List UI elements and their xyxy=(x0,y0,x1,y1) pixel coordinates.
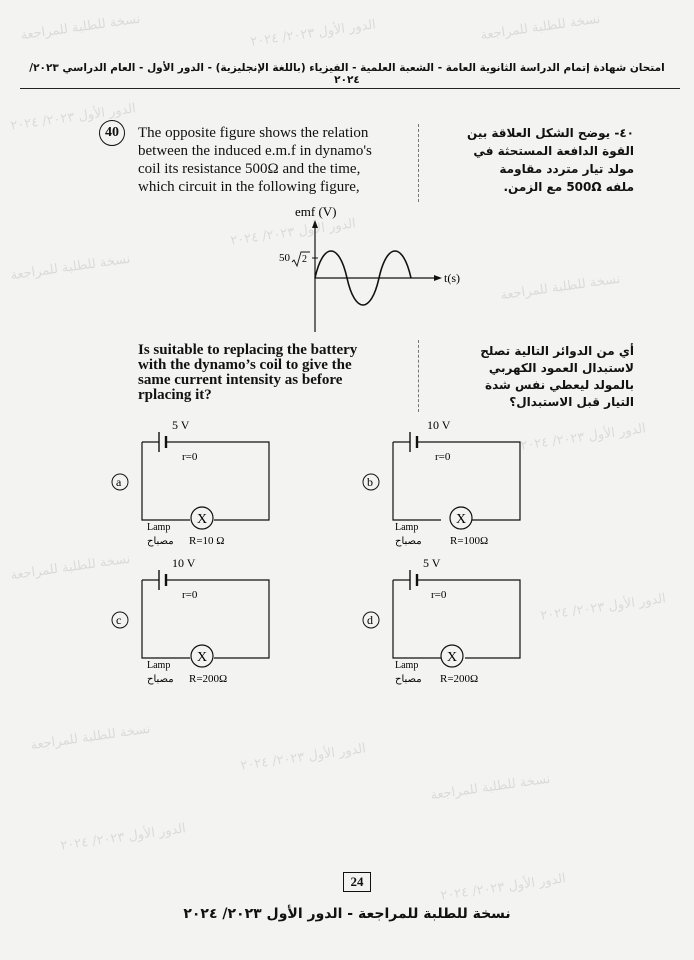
resistance-label: R=200Ω xyxy=(440,673,479,685)
question-line: القوة الدافعة المستحثة في xyxy=(473,144,634,158)
question-text-en-continued xyxy=(138,343,406,403)
watermark: نسخة للطلبة للمراجعة xyxy=(479,11,602,44)
option-letter: d xyxy=(367,613,373,627)
lamp-label-en: Lamp xyxy=(395,522,419,533)
circuit-option-c[interactable] xyxy=(104,553,279,688)
option-letter: c xyxy=(116,613,122,627)
watermark: الدور الأول ٢٠٢٣/ ٢٠٢٤ xyxy=(9,101,137,134)
watermark: الدور الأول ٢٠٢٣/ ٢٠٢٤ xyxy=(539,591,667,624)
question-line: between the induced e.m.f in dynamo's xyxy=(138,143,372,159)
page-number: 24 xyxy=(343,872,371,892)
question-line: with the dynamo’s coil to give the xyxy=(138,357,352,373)
circuit-option-a[interactable] xyxy=(104,415,279,550)
option-letter: a xyxy=(116,475,122,489)
resistance-label: R=10 Ω xyxy=(189,535,225,547)
emf-time-graph xyxy=(270,200,470,335)
question-line: ٤٠- يوضح الشكل العلاقة بين xyxy=(467,126,634,140)
question-line: ملفه 500Ω مع الزمن. xyxy=(503,180,634,194)
question-line: أي من الدوائر التالية تصلح xyxy=(480,344,634,358)
battery-voltage: 5 V xyxy=(423,556,441,570)
x-axis-label: t(s) xyxy=(444,271,460,285)
y-axis-label: emf (V) xyxy=(295,204,337,219)
watermark: الدور الأول ٢٠٢٣/ ٢٠٢٤ xyxy=(229,216,357,249)
resistance-label: R=100Ω xyxy=(450,535,489,547)
question-line: same current intensity as before xyxy=(138,372,343,388)
question-line: Is suitable to replacing the battery xyxy=(138,342,358,358)
battery-voltage: 5 V xyxy=(172,418,190,432)
question-line: لاستبدال العمود الكهربي xyxy=(488,361,634,375)
watermark: نسخة للطلبة للمراجعة xyxy=(9,551,132,584)
question-line: التيار قبل الاستبدال؟ xyxy=(509,395,634,409)
watermark: الدور الأول ٢٠٢٣/ ٢٠٢٤ xyxy=(59,821,187,854)
question-text-ar-continued xyxy=(422,343,634,411)
lamp-symbol: X xyxy=(197,512,208,527)
lamp-label-ar: مصباح xyxy=(147,536,174,547)
watermark: نسخة للطلبة للمراجعة xyxy=(499,271,622,304)
column-divider xyxy=(418,124,419,202)
watermark: الدور الأول ٢٠٢٣/ ٢٠٢٤ xyxy=(239,741,367,774)
lamp-label-en: Lamp xyxy=(147,660,171,671)
circuit-option-b[interactable] xyxy=(355,415,530,550)
internal-resistance: r=0 xyxy=(431,589,447,601)
question-line: بالمولد ليعطي نفس شدة xyxy=(485,378,634,392)
question-text-en xyxy=(138,124,418,196)
watermark: الدور الأول ٢٠٢٣/ ٢٠٢٤ xyxy=(439,871,567,904)
resistance-label: R=200Ω xyxy=(189,673,228,685)
lamp-label-en: Lamp xyxy=(147,522,171,533)
watermark: نسخة للطلبة للمراجعة xyxy=(19,11,142,44)
question-line: rplacing it? xyxy=(138,387,212,403)
watermark: الدور الأول ٢٠٢٣/ ٢٠٢٤ xyxy=(519,421,647,454)
header-rule xyxy=(20,88,680,89)
question-line: coil its resistance 500Ω and the time, xyxy=(138,161,361,177)
lamp-label-ar: مصباح xyxy=(395,674,422,685)
watermark: الدور الأول ٢٠٢٣/ ٢٠٢٤ xyxy=(249,17,377,50)
watermark: نسخة للطلبة للمراجعة xyxy=(429,771,552,804)
lamp-label-ar: مصباح xyxy=(395,536,422,547)
question-text-ar xyxy=(422,124,634,196)
question-line: The opposite figure shows the relation xyxy=(138,125,369,141)
question-line: which circuit in the following figure, xyxy=(138,179,360,195)
y-axis-arrow xyxy=(312,220,318,228)
peak-radicand: 2 xyxy=(302,254,307,265)
battery-voltage: 10 V xyxy=(172,556,196,570)
lamp-symbol: X xyxy=(456,512,467,527)
sqrt-sign xyxy=(292,252,310,266)
option-letter: b xyxy=(367,475,373,489)
peak-label: 50 xyxy=(279,252,290,264)
battery-voltage: 10 V xyxy=(427,418,451,432)
watermark: نسخة للطلبة للمراجعة xyxy=(9,251,132,284)
circuit-option-d[interactable] xyxy=(355,553,530,688)
internal-resistance: r=0 xyxy=(182,589,198,601)
exam-header: امتحان شهادة إتمام الدراسة الثانوية العامة - الشعبة العلمية - الفيزياء (باللغة الإنجليزية) - الدور الأول - العام الدراسي ٢٠٢٣/ ٢٠٢٤ xyxy=(29,62,665,86)
lamp-symbol: X xyxy=(447,650,458,665)
column-divider xyxy=(418,340,419,412)
lamp-label-en: Lamp xyxy=(395,660,419,671)
footer-text: نسخة للطلبة للمراجعة - الدور الأول ٢٠٢٣/ ٢٠٢٤ xyxy=(183,906,511,922)
question-line: مولد تيار متردد مقاومة xyxy=(499,162,634,176)
question-number: 40 xyxy=(99,120,125,146)
watermark: نسخة للطلبة للمراجعة xyxy=(29,721,152,754)
lamp-label-ar: مصباح xyxy=(147,674,174,685)
internal-resistance: r=0 xyxy=(182,451,198,463)
lamp-symbol: X xyxy=(197,650,208,665)
internal-resistance: r=0 xyxy=(435,451,451,463)
x-axis-arrow xyxy=(434,275,442,281)
